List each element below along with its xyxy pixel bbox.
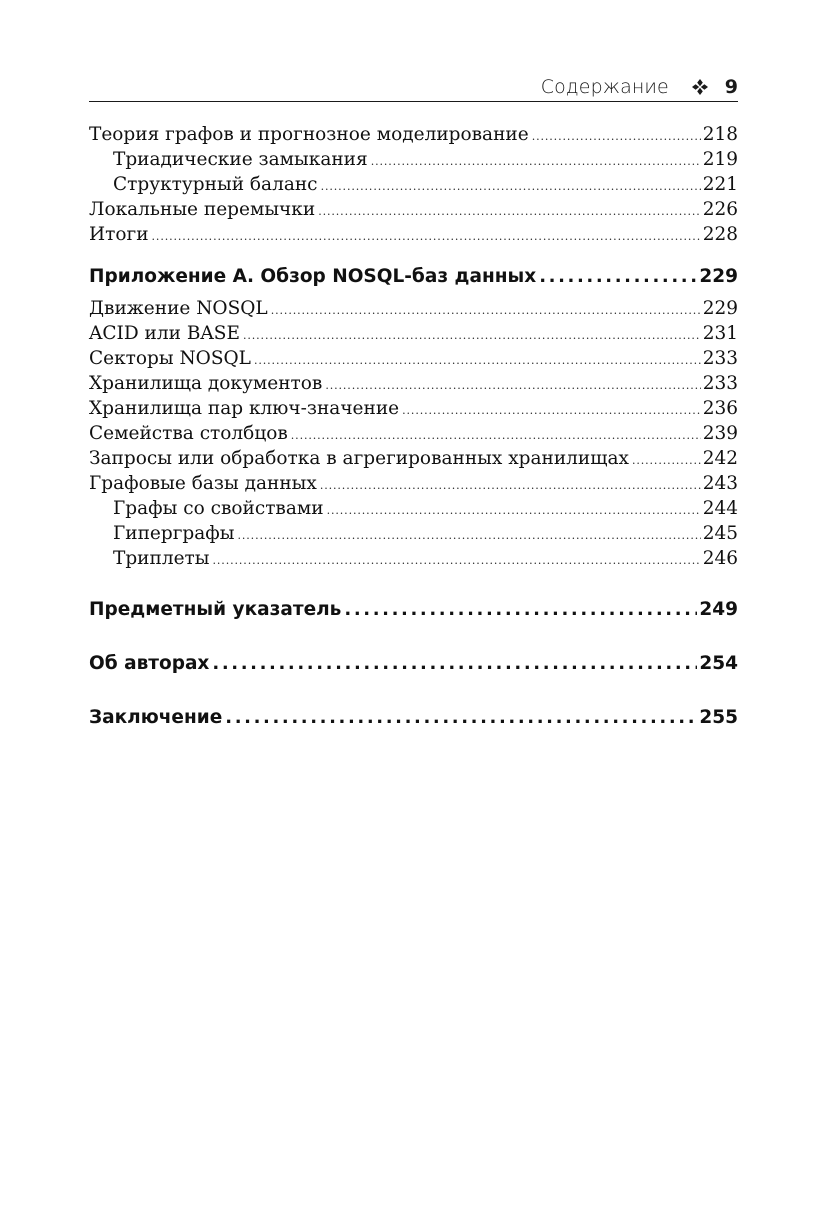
toc-entry-title: Теория графов и прогнозное моделирование [89, 124, 529, 145]
toc-entry-title: Триадические замыкания [113, 149, 368, 170]
toc-chapter-conclusion[interactable] [89, 707, 738, 735]
toc-entry-title: Секторы NOSQL [89, 348, 251, 369]
toc-entry-page: 246 [702, 548, 738, 569]
toc-entry-page: 233 [702, 373, 738, 394]
dot-leader [291, 423, 701, 444]
toc-entry-title: Триплеты [113, 548, 210, 569]
toc-entry-page: 221 [702, 174, 738, 195]
dot-leader [237, 523, 700, 544]
toc-chapter-page: 254 [699, 653, 738, 674]
header-rule [89, 101, 738, 102]
toc-chapter-title: Об авторах [89, 653, 210, 674]
toc-entry-title: Семейства столбцов [89, 423, 288, 444]
toc-entry-title: Графовые базы данных [89, 473, 317, 494]
dot-leader [271, 298, 701, 319]
toc-entry-title: Хранилища документов [89, 373, 323, 394]
toc-entry-page: 244 [702, 498, 738, 519]
toc-entry[interactable] [89, 199, 738, 224]
toc-entry-title: Запросы или обработка в агрегированных хранилищах [89, 448, 629, 469]
toc-entry-page: 219 [702, 149, 738, 170]
toc-entry-page: 229 [702, 298, 738, 319]
toc-chapter-appendix[interactable] [89, 266, 738, 294]
running-head-page-number: 9 [724, 76, 738, 98]
toc-entry-page: 218 [702, 124, 738, 145]
toc-entry-title: Движение NOSQL [89, 298, 268, 319]
toc-entry-page: 228 [702, 224, 738, 245]
table-of-contents [89, 124, 738, 735]
toc-chapter-page: 229 [699, 266, 738, 287]
toc-entry[interactable] [89, 224, 738, 249]
toc-entry[interactable] [89, 423, 738, 448]
dot-leader [371, 149, 701, 170]
toc-chapter-page: 255 [699, 707, 738, 728]
toc-entry[interactable] [89, 448, 738, 473]
toc-entry-title: Хранилища пар ключ-значение [89, 398, 400, 419]
toc-entry-page: 236 [702, 398, 738, 419]
dot-leader [344, 599, 697, 620]
dot-leader [327, 498, 701, 519]
dot-leader [632, 448, 701, 469]
toc-entry[interactable] [89, 473, 738, 498]
toc-entry[interactable] [89, 298, 738, 323]
toc-chapter-title: Приложение А. Обзор NOSQL-баз данных [89, 266, 537, 287]
dot-leader [152, 224, 701, 245]
running-head [89, 73, 738, 101]
toc-entry-page: 243 [702, 473, 738, 494]
toc-subentry[interactable] [89, 523, 738, 548]
toc-chapter-about-authors[interactable] [89, 653, 738, 681]
toc-subentry[interactable] [89, 548, 738, 573]
toc-subentry[interactable] [89, 149, 738, 174]
toc-entry-title: Графы со свойствами [113, 498, 324, 519]
toc-entry[interactable] [89, 398, 738, 423]
dot-leader [254, 348, 701, 369]
toc-chapter-title: Заключение [89, 707, 223, 728]
toc-entry-title: ACID или BASE [89, 323, 240, 344]
toc-chapter-index[interactable] [89, 599, 738, 627]
dot-leader [225, 707, 697, 728]
toc-entry-title: Итоги [89, 224, 149, 245]
dot-leader [321, 174, 701, 195]
dot-leader [320, 473, 701, 494]
spacer [89, 627, 738, 653]
dot-leader [532, 124, 701, 145]
toc-chapter-title: Предметный указатель [89, 599, 342, 620]
toc-entry-title: Структурный баланс [113, 174, 318, 195]
toc-entry-title: Гиперграфы [113, 523, 235, 544]
dot-leader [539, 266, 697, 287]
dot-leader [212, 653, 697, 674]
toc-entry[interactable] [89, 373, 738, 398]
dot-leader [325, 373, 700, 394]
toc-entry[interactable] [89, 348, 738, 373]
spacer [89, 681, 738, 707]
toc-entry[interactable] [89, 323, 738, 348]
toc-entry-page: 226 [702, 199, 738, 220]
dot-leader [243, 323, 701, 344]
toc-subentry[interactable] [89, 498, 738, 523]
toc-entry-page: 233 [702, 348, 738, 369]
dot-leader [402, 398, 701, 419]
toc-entry-page: 231 [702, 323, 738, 344]
toc-subentry[interactable] [89, 174, 738, 199]
spacer [89, 573, 738, 599]
toc-chapter-page: 249 [699, 599, 738, 620]
dot-leader [318, 199, 701, 220]
spacer [89, 249, 738, 266]
dot-leader [213, 548, 701, 569]
running-head-title: Содержание [540, 76, 669, 98]
toc-entry[interactable] [89, 124, 738, 149]
toc-entry-page: 245 [702, 523, 738, 544]
toc-entry-page: 242 [702, 448, 738, 469]
toc-entry-page: 239 [702, 423, 738, 444]
four-diamond-fleuron-icon [691, 78, 709, 96]
toc-entry-title: Локальные перемычки [89, 199, 316, 220]
